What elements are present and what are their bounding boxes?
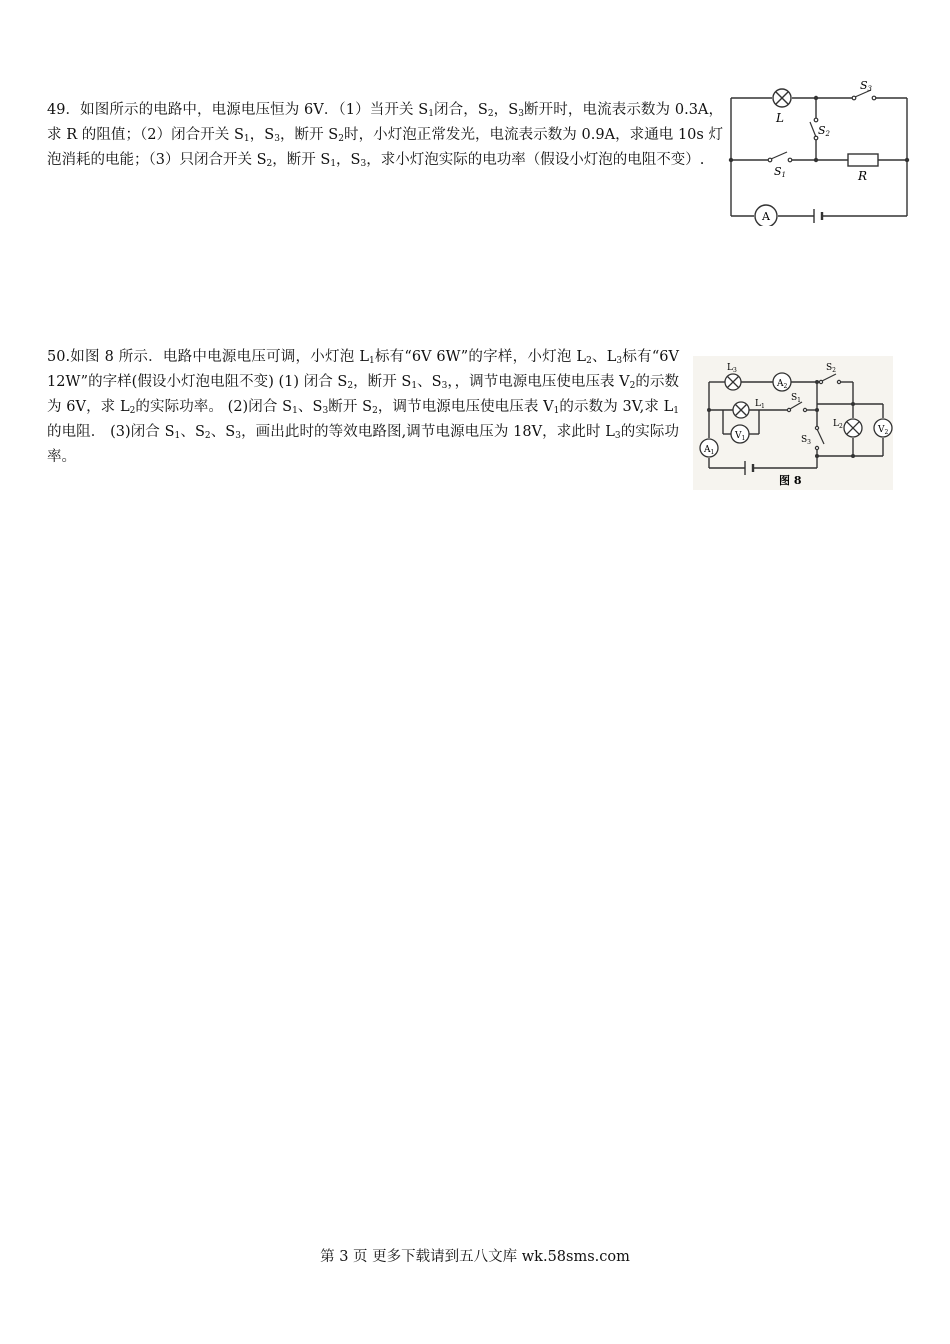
battery-icon [814, 209, 822, 223]
l2-label: $L_2$ [833, 419, 843, 430]
a1-label: $A_1$ [704, 445, 715, 456]
page-footer: 第 3 页 更多下载请到五八文库 wk.58sms.com [320, 1249, 630, 1265]
lamp-label: L [776, 111, 784, 125]
l3-label: $L_3$ [727, 363, 737, 374]
lamp-l2-icon [844, 419, 862, 437]
lamp-l3-icon [725, 374, 741, 390]
circuit-diagram-49 [726, 80, 912, 226]
l1-label: $L_1$ [755, 399, 765, 410]
v2-label: $V_2$ [878, 425, 889, 436]
resistor-r-icon [848, 154, 878, 166]
s2-label: $S_2$ [826, 363, 836, 374]
lamp-l-icon [773, 89, 791, 107]
a2-label: $A_2$ [777, 379, 788, 390]
figure-caption: 图 8 [779, 474, 802, 487]
switch-s1-icon [768, 152, 792, 162]
ammeter-label: A [762, 210, 770, 223]
switch-s2-icon [810, 118, 818, 140]
lamp-l1-icon [733, 402, 749, 418]
problem-50-text: 50.如图 8 所示．电路中电源电压可调，小灯泡 $L_1$标有“6V 6W”的字样，小灯泡 $L_2$、$L_3$标有“6V 12W”的字样(假设小灯泡电阻不变) (1) 闭合 $S_2$，断开 $S_1$、$S_3$，，调节电源电压使电压表 $V_2$的示数为 6V，求 $L_2$的实际功率。 (2)闭合 $S_1$、$S_3$断开 $S_2$，调节电源电压使电压表 $V_1$的示数为 3V,求 $L_1$的电阻． (3)闭合 $S_1$、$S_2$、$S_3$，画出此时的等效电路图,调节电源电压为 18V，求此时 $L_3$的实际功率。 [47, 349, 680, 465]
s1-label: S1 [774, 165, 787, 179]
s3-label: S3 [860, 80, 873, 93]
s1-label: $S_1$ [791, 393, 801, 404]
v1-label: $V_1$ [735, 431, 746, 442]
s3-label: $S_3$ [801, 435, 811, 446]
circuit-diagram-50 [693, 356, 893, 490]
problem-49-text: 49．如图所示的电路中，电源电压恒为 6V．（1）当开关 $S_1$闭合，$S_2$，$S_3$断开时，电流表示数为 0.3A，求 R 的阻值；（2）闭合开关 $S_1$，$S_3$，断开 $S_2$时，小灯泡正常发光，电流表示数为 0.9A，求通电 10s 灯泡消耗的电能；（3）只闭合开关 $S_2$，断开 $S_1$，$S_3$，求小灯泡实际的电功率（假设小灯泡的电阻不变）. [47, 102, 724, 169]
s2-label: S2 [818, 124, 831, 138]
resistor-label: R [858, 169, 868, 183]
